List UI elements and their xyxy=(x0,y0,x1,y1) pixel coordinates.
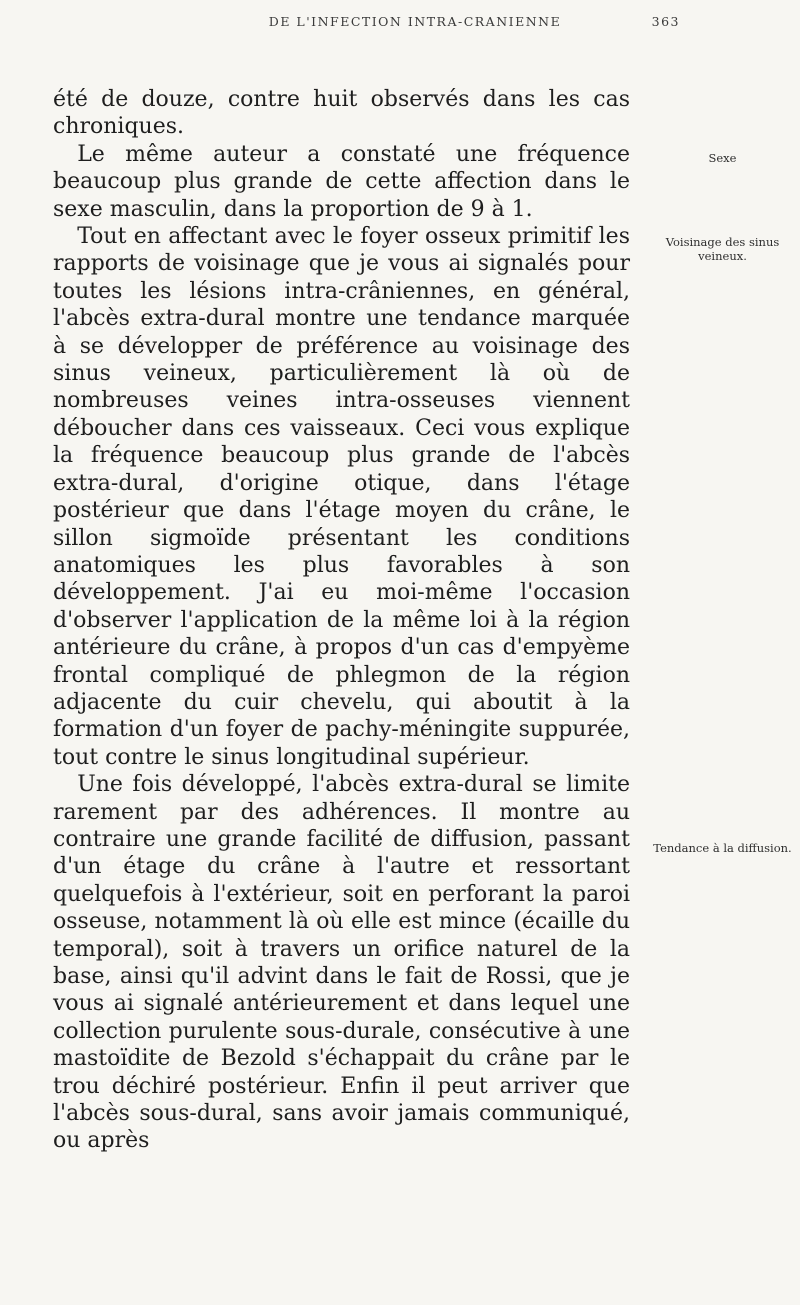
margin-note-sexe: Sexe xyxy=(708,151,737,165)
paragraph: Une fois développé, l'abcès extra-dural se limite rarement par des adhérences. Il montre au contraire une grande facilité de diffusion, passant d'un étage du crâne à l'autre et ressortant quelquefois à l'extérieur, soit en perforant la paroi osseuse, notamment là où elle est mince (écaille du temporal), soit à travers un orifice naturel de la base, ainsi qu'il advint dans le fait de Rossi, que je vous ai signalé antérieurement et dans lequel une collection purulente sous-durale, consécutive à une mastoïdite de Bezold s'échappait du crâne par le trou déchiré postérieur. Enfin il peut arriver que l'abcès sous-dural, sans avoir jamais communiqué, ou après xyxy=(53,772,630,1154)
page-number: 363 xyxy=(651,14,680,29)
body-text xyxy=(53,86,630,1155)
paragraph: Tout en affectant avec le foyer osseux primitif les rapports de voisinage que je vous ai signalés pour toutes les lésions intra-crâniennes, en général, l'abcès extra-dural montre une tendance marquée à se développer de préférence au voisinage des sinus veineux, particulièrement là où de nombreuses veines intra-osseuses viennent déboucher dans ces vaisseaux. Ceci vous explique la fréquence beaucoup plus grande de l'abcès extra-dural, d'origine otique, dans l'étage postérieur que dans l'étage moyen du crâne, le sillon sigmoïde présentant les conditions anatomiques les plus favorables à son développement. J'ai eu moi-même l'occasion d'observer l'application de la même loi à la région antérieure du crâne, à propos d'un cas d'empyème frontal compliqué de phlegmon de la région adjacente du cuir chevelu, qui aboutit à la formation d'un foyer de pachy-méningite suppurée, tout contre le sinus longitudinal supérieur. xyxy=(53,224,630,770)
running-title: DE L'INFECTION INTRA-CRANIENNE xyxy=(268,14,562,29)
paragraph: été de douze, contre huit observés dans les cas chroniques. xyxy=(53,87,630,140)
margin-note-voisinage: Voisinage des sinus veineux. xyxy=(665,235,780,263)
margin-note-diffusion: Tendance à la diffusion. xyxy=(653,841,792,855)
paragraph: Le même auteur a constaté une fréquence beaucoup plus grande de cette affection dans le sexe masculin, dans la proportion de 9 à 1. xyxy=(53,141,630,222)
